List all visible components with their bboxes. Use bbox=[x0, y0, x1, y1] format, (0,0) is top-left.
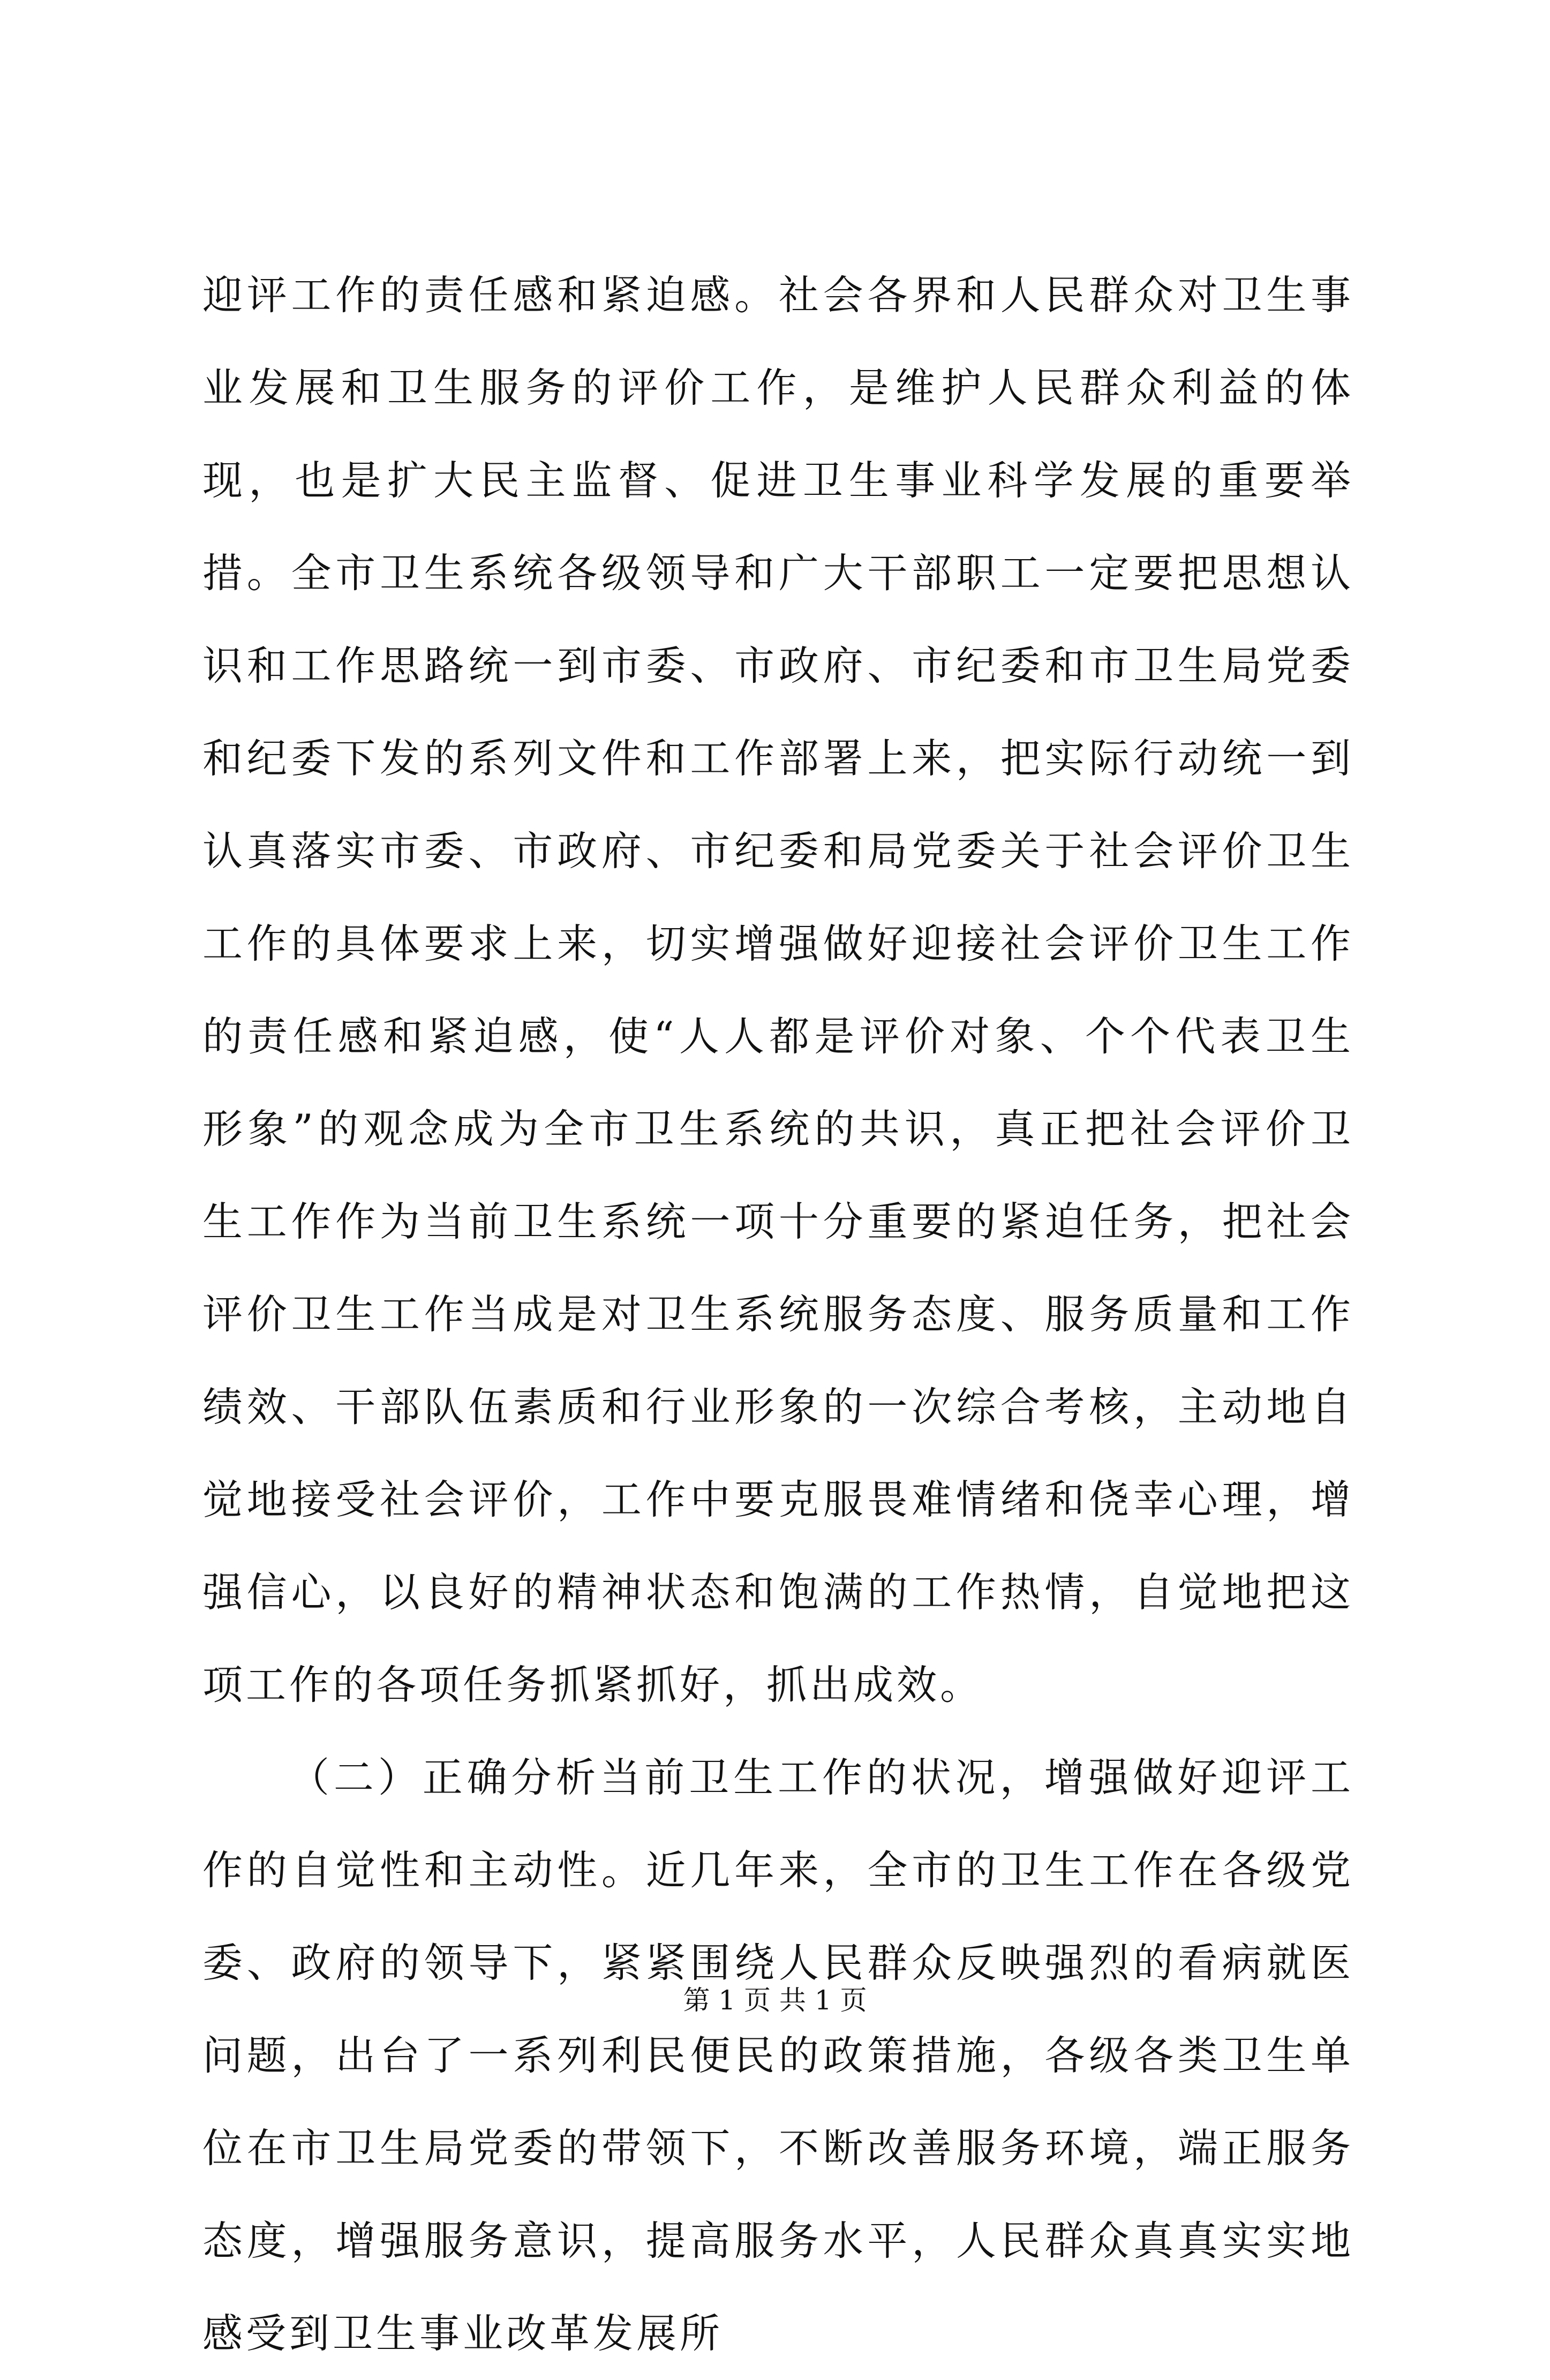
body-paragraph-2: （二）正确分析当前卫生工作的状况，增强做好迎评工作的自觉性和主动性。近几年来，全市的卫生工作在各级党委、政府的领导下，紧紧围绕人民群众反映强烈的看病就医问题，出台了一系列利民便民的政策措施，各级各类卫生单位在市卫生局党委的带领下，不断改善服务环境，端正服务态度，增强服务意识，提高服务水平，人民群众真真实实地感受到卫生事业改革发展所 bbox=[202, 1754, 1354, 2357]
body-paragraph-1: 迎评工作的责任感和紧迫感。社会各界和人民群众对卫生事业发展和卫生服务的评价工作，是维护人民群众利益的体现，也是扩大民主监督、促进卫生事业科学发展的重要举措。全市卫生系统各级领导和广大干部职工一定要把思想认识和工作思路统一到市委、市政府、市纪委和市卫生局党委和纪委下发的系列文件和工作部署上来，把实际行动统一到认真落实市委、市政府、市纪委和局党委关于社会评价卫生工作的具体要求上来，切实增强做好迎接社会评价卫生工作的责任感和紧迫感，使“人人都是评价对象、个个代表卫生形象”的观念成为全市卫生系统的共识，真正把社会评价卫生工作作为当前卫生系统一项十分重要的紧迫任务，把社会评价卫生工作当成是对卫生系统服务态度、服务质量和工作绩效、干部队伍素质和行业形象的一次综合考核，主动地自觉地接受社会评价，工作中要克服畏难情绪和侥幸心理，增强信心，以良好的精神状态和饱满的工作热情，自觉地把这项工作的各项任务抓紧抓好，抓出成效。 bbox=[202, 272, 1354, 1708]
document-body bbox=[202, 249, 1354, 2380]
page-footer: 第 1 页 共 1 页 bbox=[683, 1985, 867, 2016]
